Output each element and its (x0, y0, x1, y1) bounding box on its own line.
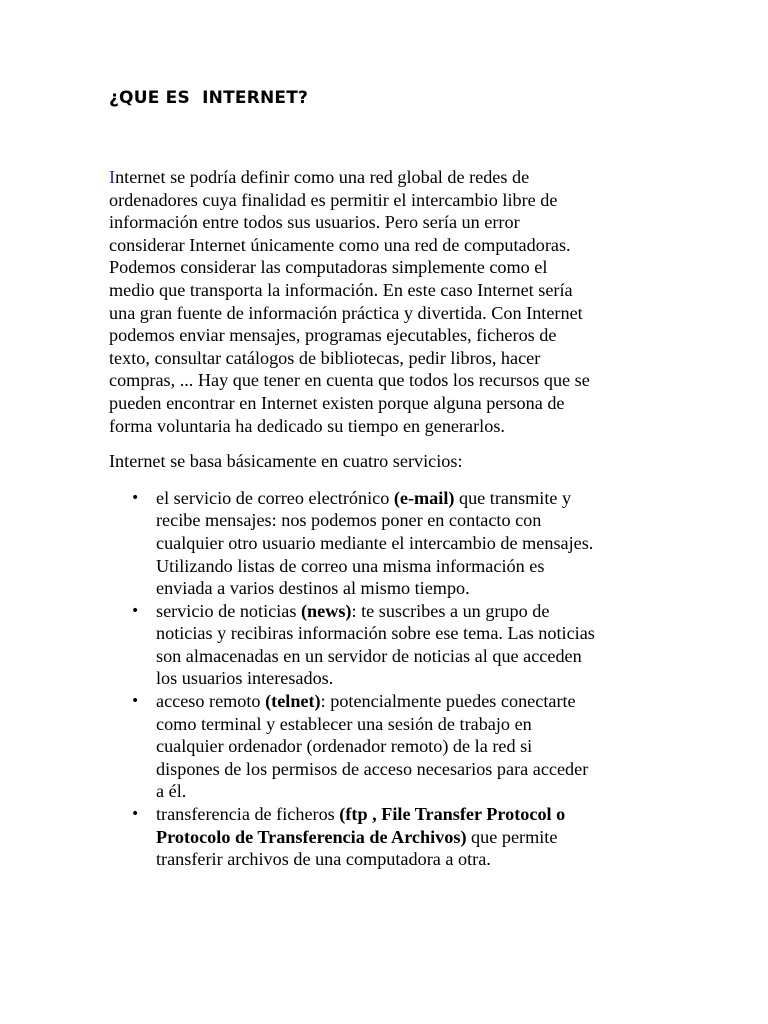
bullet-icon: • (131, 693, 140, 710)
drop-letter: I (109, 167, 116, 187)
service-text: transferir archivos de una computadora a otra. (156, 849, 491, 870)
service-line (156, 532, 669, 555)
service-keyword: Protocolo de Transferencia de Archivos) (156, 826, 467, 847)
service-text: Utilizando listas de correo una misma información es (156, 555, 545, 576)
service-line (156, 622, 669, 645)
service-text: dispones de los permisos de acceso necesarios para acceder (156, 758, 589, 779)
service-text: enviada a varios destinos al mismo tiempo. (156, 578, 470, 599)
service-text: como terminal y establecer una sesión de trabajo en (156, 713, 532, 734)
service-text: noticias y recibiras información sobre ese tema. Las noticias (156, 623, 595, 644)
services-intro-paragraph: Internet se basa básicamente en cuatro servicios: (109, 451, 463, 472)
service-item (109, 690, 669, 803)
service-line (156, 780, 669, 803)
bullet-icon: • (131, 602, 140, 619)
service-line (156, 713, 669, 736)
intro-line: pueden encontrar en Internet existen porque alguna persona de (109, 392, 565, 413)
intro-paragraph (109, 166, 669, 437)
service-line (156, 509, 669, 532)
service-item (109, 803, 669, 871)
service-line (156, 645, 669, 668)
intro-first-line-text: nternet se podría definir como una red global de redes de (115, 167, 530, 187)
intro-first-line (109, 166, 669, 189)
service-text: servicio de noticias (156, 600, 301, 621)
page-title: ¿QUE ES INTERNET? (109, 88, 309, 108)
service-item (109, 600, 669, 690)
service-text: que transmite y (454, 487, 572, 508)
service-line (156, 555, 669, 578)
bullet-icon: • (131, 489, 140, 506)
intro-line: Podemos considerar las computadoras simplemente como el (109, 257, 548, 278)
service-item (109, 487, 669, 600)
service-text: cualquier ordenador (ordenador remoto) de la red si (156, 736, 533, 757)
service-keyword: (ftp , File Transfer Protocol o (339, 804, 566, 825)
service-keyword: (news) (300, 600, 352, 621)
service-line (156, 758, 669, 781)
services-list (109, 487, 669, 871)
service-line (156, 577, 669, 600)
service-text: son almacenadas en un servidor de noticias al que acceden (156, 645, 582, 666)
service-line (156, 848, 669, 871)
service-line (156, 487, 669, 510)
intro-line: una gran fuente de información práctica y divertida. Con Internet (109, 302, 583, 323)
service-text: recibe mensajes: nos podemos poner en contacto con (156, 510, 542, 531)
service-keyword: (e-mail) (393, 487, 455, 508)
service-text: : te suscribes a un grupo de (351, 600, 550, 621)
service-text: los usuarios interesados. (156, 668, 334, 689)
intro-line: texto, consultar catálogos de bibliotecas, pedir libros, hacer (109, 347, 541, 368)
service-text: cualquier otro usuario mediante el intercambio de mensajes. (156, 532, 594, 553)
service-line (156, 826, 669, 849)
service-line (156, 600, 669, 623)
service-text: acceso remoto (156, 691, 266, 712)
service-line (156, 803, 669, 826)
intro-line: información entre todos sus usuarios. Pero sería un error (109, 212, 520, 233)
service-line (156, 735, 669, 758)
intro-line: forma voluntaria ha dedicado su tiempo en generarlos. (109, 415, 505, 436)
service-line (156, 667, 669, 690)
service-text: el servicio de correo electrónico (156, 487, 394, 508)
intro-line: medio que transporta la información. En este caso Internet sería (109, 279, 573, 300)
service-keyword: (telnet) (265, 691, 321, 712)
service-text: : potencialmente puedes conectarte (320, 691, 576, 712)
intro-line: considerar Internet únicamente como una red de computadoras. (109, 234, 571, 255)
document-body (109, 166, 669, 871)
intro-line: ordenadores cuya finalidad es permitir el intercambio libre de (109, 189, 558, 210)
bullet-icon: • (131, 806, 140, 823)
intro-line: podemos enviar mensajes, programas ejecutables, ficheros de (109, 325, 557, 346)
service-text: a él. (156, 781, 187, 802)
intro-line: compras, ... Hay que tener en cuenta que todos los recursos que se (109, 370, 590, 391)
service-text: transferencia de ficheros (156, 804, 340, 825)
service-line (156, 690, 669, 713)
service-text: que permite (466, 826, 558, 847)
